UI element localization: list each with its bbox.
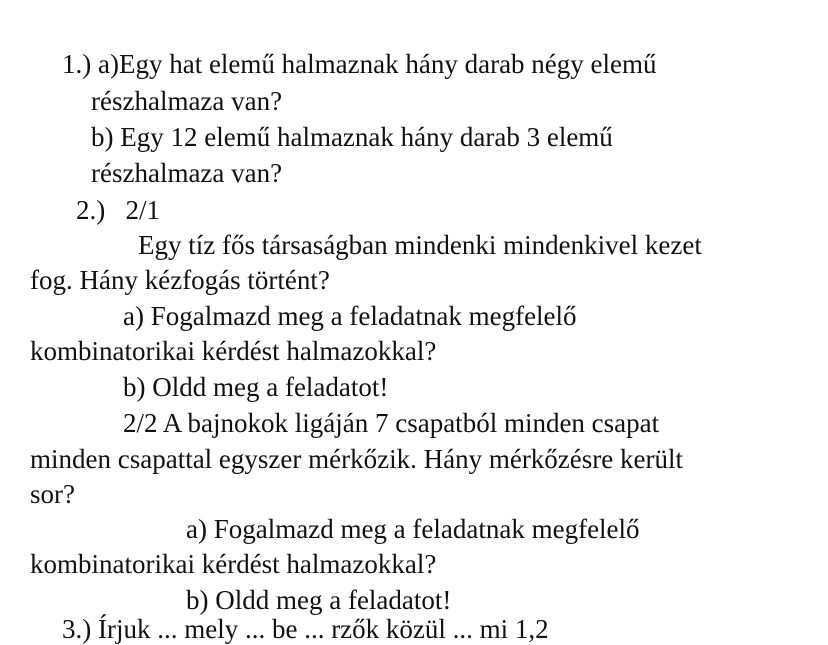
q2-1a-line-1: a) Fogalmazd meg a feladatnak megfelelő [123,301,577,331]
q2-1b-line: b) Oldd meg a feladatot! [123,372,389,402]
q3-cut-line: 3.) Írjuk ... mely ... be ... rzők közül ... mi 1,2 [62,614,549,644]
q2-2-line-1: 2/2 A bajnokok ligáján 7 csapatból minden csapat [123,408,660,438]
q2-1a-line-2: kombinatorikai kérdést halmazokkal? [30,336,437,366]
q2-2-line-3: sor? [30,479,75,509]
q2-2a-line-2: kombinatorikai kérdést halmazokkal? [30,549,437,579]
q1b-line-2: részhalmaza van? [91,158,283,188]
q1a-line-1: 1.) a)Egy hat elemű halmaznak hány darab négy elemű [62,49,657,79]
q1b-line-1: b) Egy 12 elemű halmaznak hány darab 3 elemű [91,122,613,152]
q2-heading: 2.) 2/1 [76,195,160,225]
q2-2-line-2: minden csapattal egyszer mérkőzik. Hány mérkőzésre került [30,444,683,474]
q2-1-line-2: fog. Hány kézfogás történt? [30,265,330,295]
q2-2a-line-1: a) Fogalmazd meg a feladatnak megfelelő [186,514,640,544]
q2-1-line-1: Egy tíz fős társaságban mindenki mindenkivel kezet [138,230,702,260]
q1a-line-2: részhalmaza van? [91,86,283,116]
q2-2b-line: b) Oldd meg a feladatot! [186,585,452,615]
